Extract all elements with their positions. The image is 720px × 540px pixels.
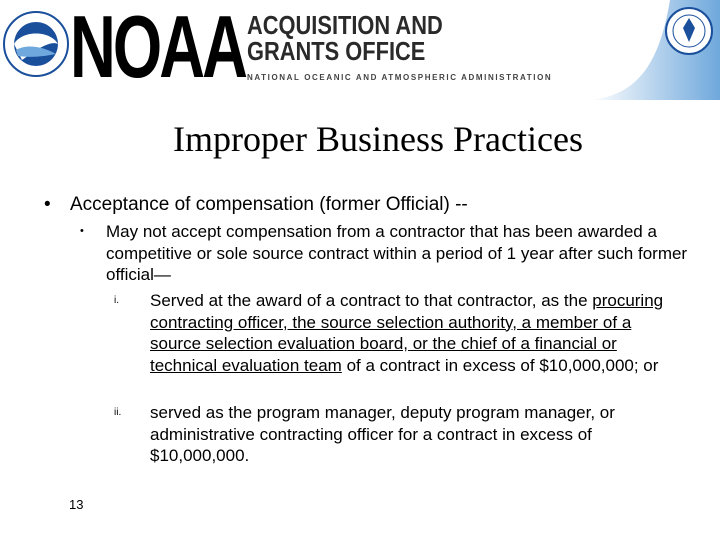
roman-numeral: i. <box>114 295 119 306</box>
agency-title-line1: ACQUISITION AND <box>247 10 443 40</box>
page-number: 13 <box>69 497 84 512</box>
roman-numeral: ii. <box>114 407 122 418</box>
bullet-dot-icon: • <box>44 194 51 215</box>
bullet-dot-icon: • <box>80 225 84 237</box>
noaa-logo-text: NOAA <box>70 0 246 96</box>
noaa-seal-icon <box>2 0 70 100</box>
roman-item-text <box>150 290 674 376</box>
text-part: of a contract in excess of $10,000,000; or <box>341 355 659 375</box>
bullet-text: May not accept compensation from a contractor that has been awarded a competitive or sole source contract within a period of 1 year after such former official— <box>106 222 688 284</box>
header-banner <box>0 0 720 100</box>
commerce-seal-icon <box>664 6 714 56</box>
slide-title: Improper Business Practices <box>173 119 583 159</box>
agency-subtitle: NATIONAL OCEANIC AND ATMOSPHERIC ADMINISTRATION <box>247 73 553 82</box>
bullet-text: Acceptance of compensation (former Official) -- <box>70 194 468 215</box>
agency-title-line2: GRANTS OFFICE <box>247 36 426 66</box>
text-part: Served at the award of a contract to that contractor, as the <box>150 291 593 310</box>
roman-item-text: served as the program manager, deputy program manager, or administrative contracting officer for a contract in excess of $10,000,000. <box>150 403 615 465</box>
underlined-text: procuring contracting officer, the source selection authority, a member of a source selection evaluation board, or the chief of a financial or technical evaluation team <box>150 291 664 375</box>
